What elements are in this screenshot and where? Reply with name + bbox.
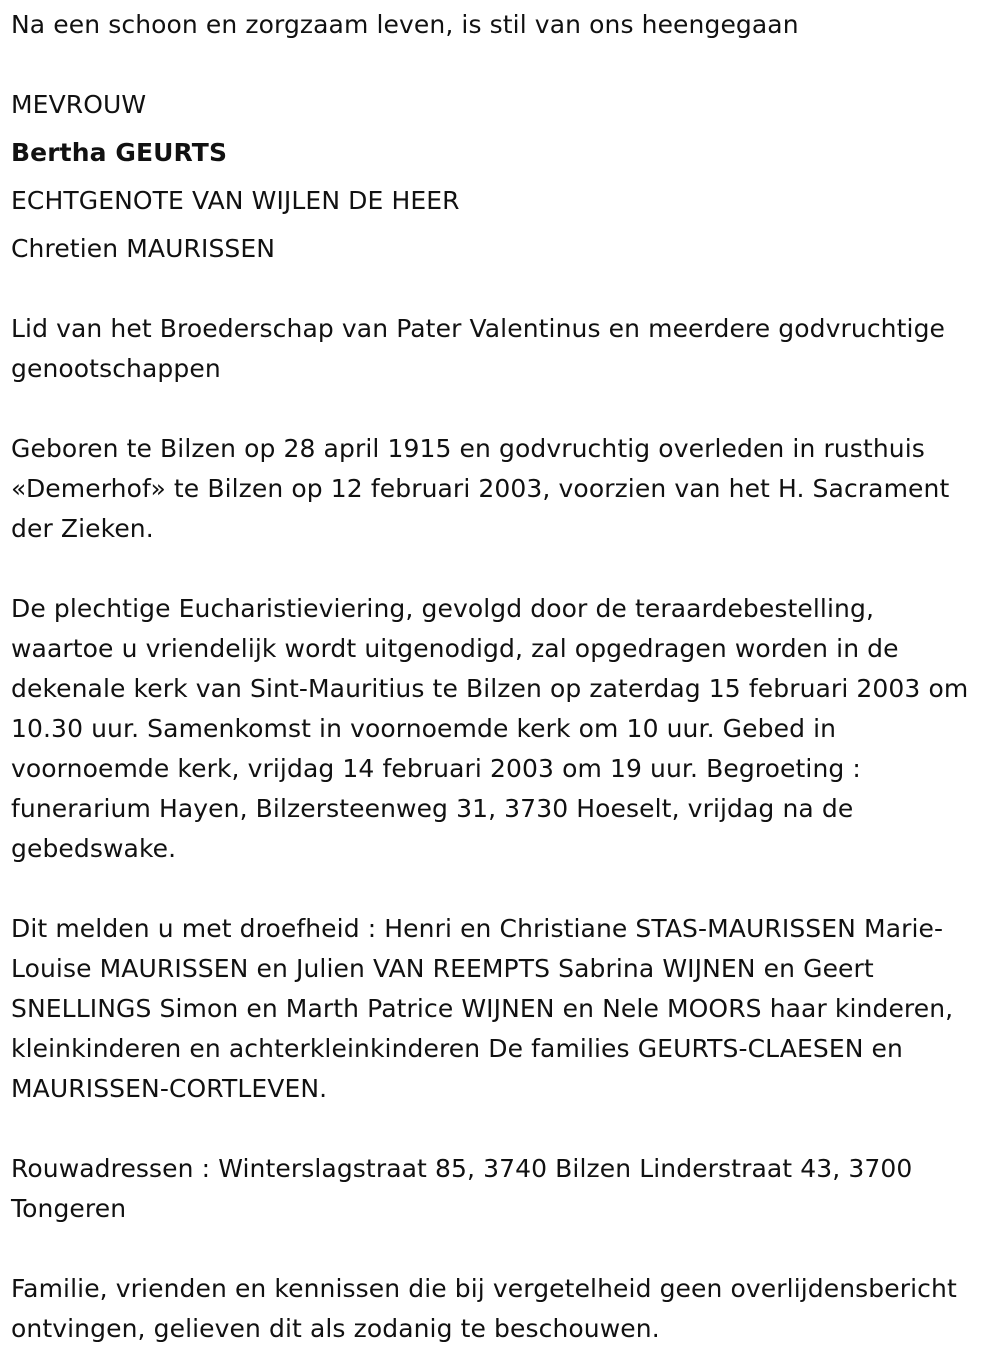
intro-line: Na een schoon en zorgzaam leven, is stil van ons heengegaan [11, 10, 799, 39]
ceremony-paragraph: De plechtige Eucharistieviering, gevolgd door de teraardebestelling, waartoe u vriendelijk wordt uitgenodigd, zal opgedragen worden in de dekenale kerk van Sint-Mauritius te Bilzen op zaterdag 15 februari 2003 om 10.30 uur. Samenkomst in voornoemde kerk om 10 uur. Gebed in voornoemde kerk, vrijdag 14 februari 2003 om 19 uur. Begroeting : funerarium Hayen, Bilzersteenweg 31, 3730 Hoeselt, vrijdag na de gebedswake. [11, 594, 969, 863]
deceased-name: Bertha GEURTS [11, 138, 228, 167]
addresses-paragraph: Rouwadressen : Winterslagstraat 85, 3740 Bilzen Linderstraat 43, 3700 Tongeren [11, 1154, 913, 1223]
announcers-paragraph: Dit melden u met droefheid : Henri en Christiane STAS-MAURISSEN Marie-Louise MAURISSEN en Julien VAN REEMPTS Sabrina WIJNEN en Geert SNELLINGS Simon en Marth Patrice WIJNEN en Nele MOORS haar kinderen, kleinkinderen en achterkleinkinderen De families GEURTS-CLAESEN en MAURISSEN-CORTLEVEN. [11, 914, 954, 1103]
membership-paragraph: Lid van het Broederschap van Pater Valentinus en meerdere godvruchtige genootschappen [11, 314, 946, 383]
closing-paragraph: Familie, vrienden en kennissen die bij vergetelheid geen overlijdensbericht ontvingen, gelieven dit als zodanig te beschouwen. [11, 1274, 957, 1343]
spouse-label: ECHTGENOTE VAN WIJLEN DE HEER [11, 186, 460, 215]
spouse-name: Chretien MAURISSEN [11, 234, 276, 263]
birth-death-paragraph: Geboren te Bilzen op 28 april 1915 en godvruchtig overleden in rusthuis «Demerhof» te Bilzen op 12 februari 2003, voorzien van het H. Sacrament der Zieken. [11, 434, 950, 543]
honorific-title: MEVROUW [11, 90, 147, 119]
